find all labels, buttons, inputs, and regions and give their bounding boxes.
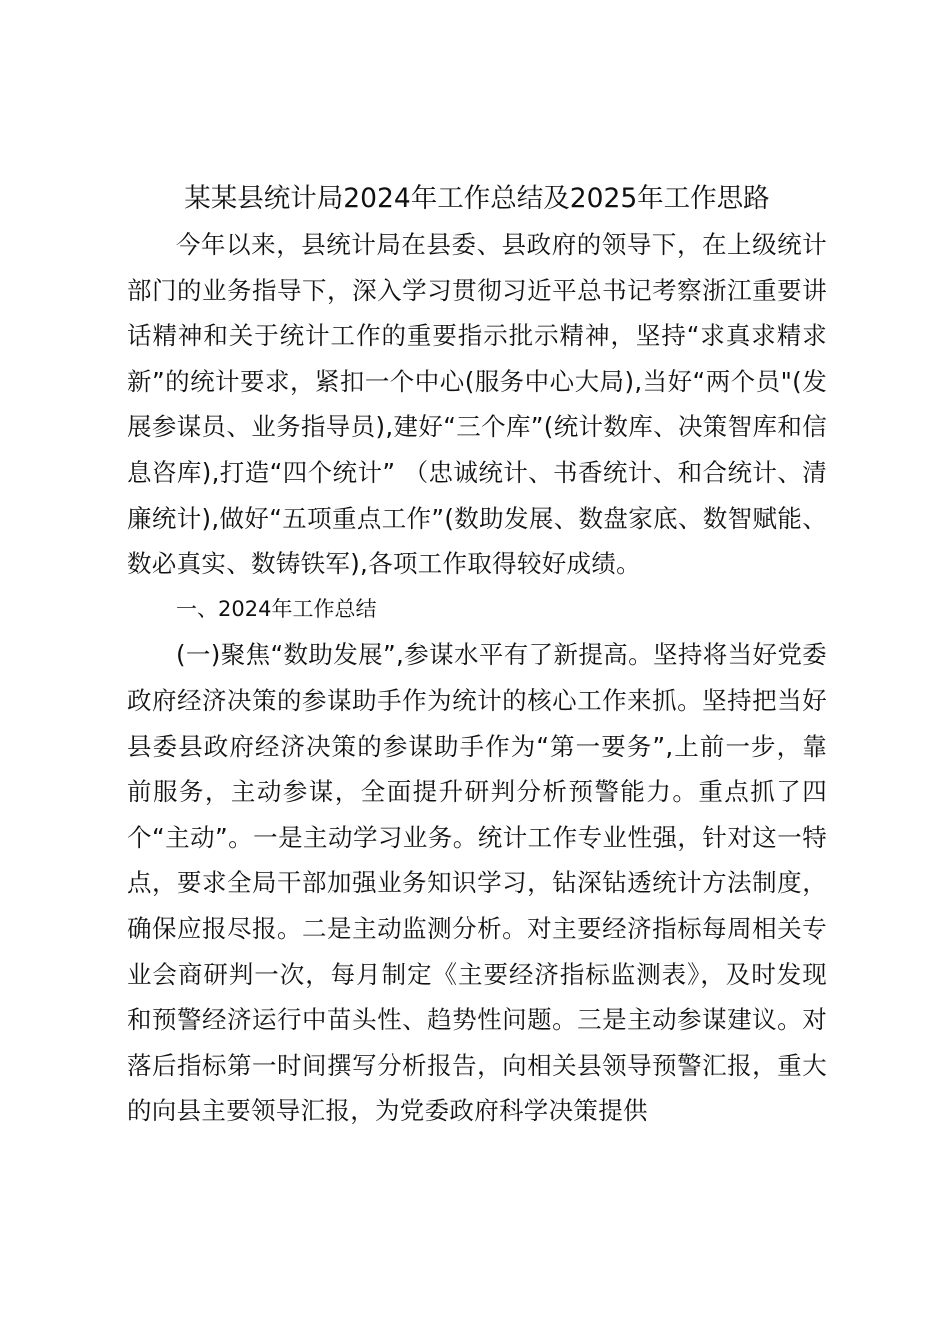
section-1-1-paragraph: (一)聚焦“数助发展”,参谋水平有了新提高。坚持将当好党委政府经济决策的参谋助手作为统计的核心工作来抓。坚持把当好县委县政府经济决策的参谋助手作为“第一要务”,上前一步，靠前服务，主动参谋，全面提升研判分析预警能力。重点抓了四个“主动”。一是主动学习业务。统计工作专业性强，针对这一特点，要求全局干部加强业务知识学习，钻深钻透统计方法制度，确保应报尽报。二是主动监测分析。对主要经济指标每周相关专业会商研判一次，每月制定《主要经济指标监测表》，及时发现和预警经济运行中苗头性、趋势性问题。三是主动参谋建议。对落后指标第一时间撰写分析报告，向相关县领导预警汇报，重大的向县主要领导汇报，为党委政府科学决策提供	[127, 640, 827, 1126]
section-heading: 一、2024年工作总结	[176, 596, 377, 621]
document-title: 某某县统计局2024年工作总结及2025年工作思路	[184, 183, 770, 214]
document-body	[127, 176, 827, 1134]
intro-paragraph: 今年以来，县统计局在县委、县政府的领导下，在上级统计部门的业务指导下，深入学习贯彻习近平总书记考察浙江重要讲话精神和关于统计工作的重要指示批示精神，坚持“求真求精求新”的统计要求，紧扣一个中心(服务中心大局),当好“两个员"(发展参谋员、业务指导员),建好“三个库”(统计数库、决策智库和信息咨库),打造“四个统计” （忠诚统计、书香统计、和合统计、清廉统计),做好“五项重点工作”(数助发展、数盘家底、数智赋能、数必真实、数铸铁军),各项工作取得较好成绩。	[127, 230, 827, 579]
